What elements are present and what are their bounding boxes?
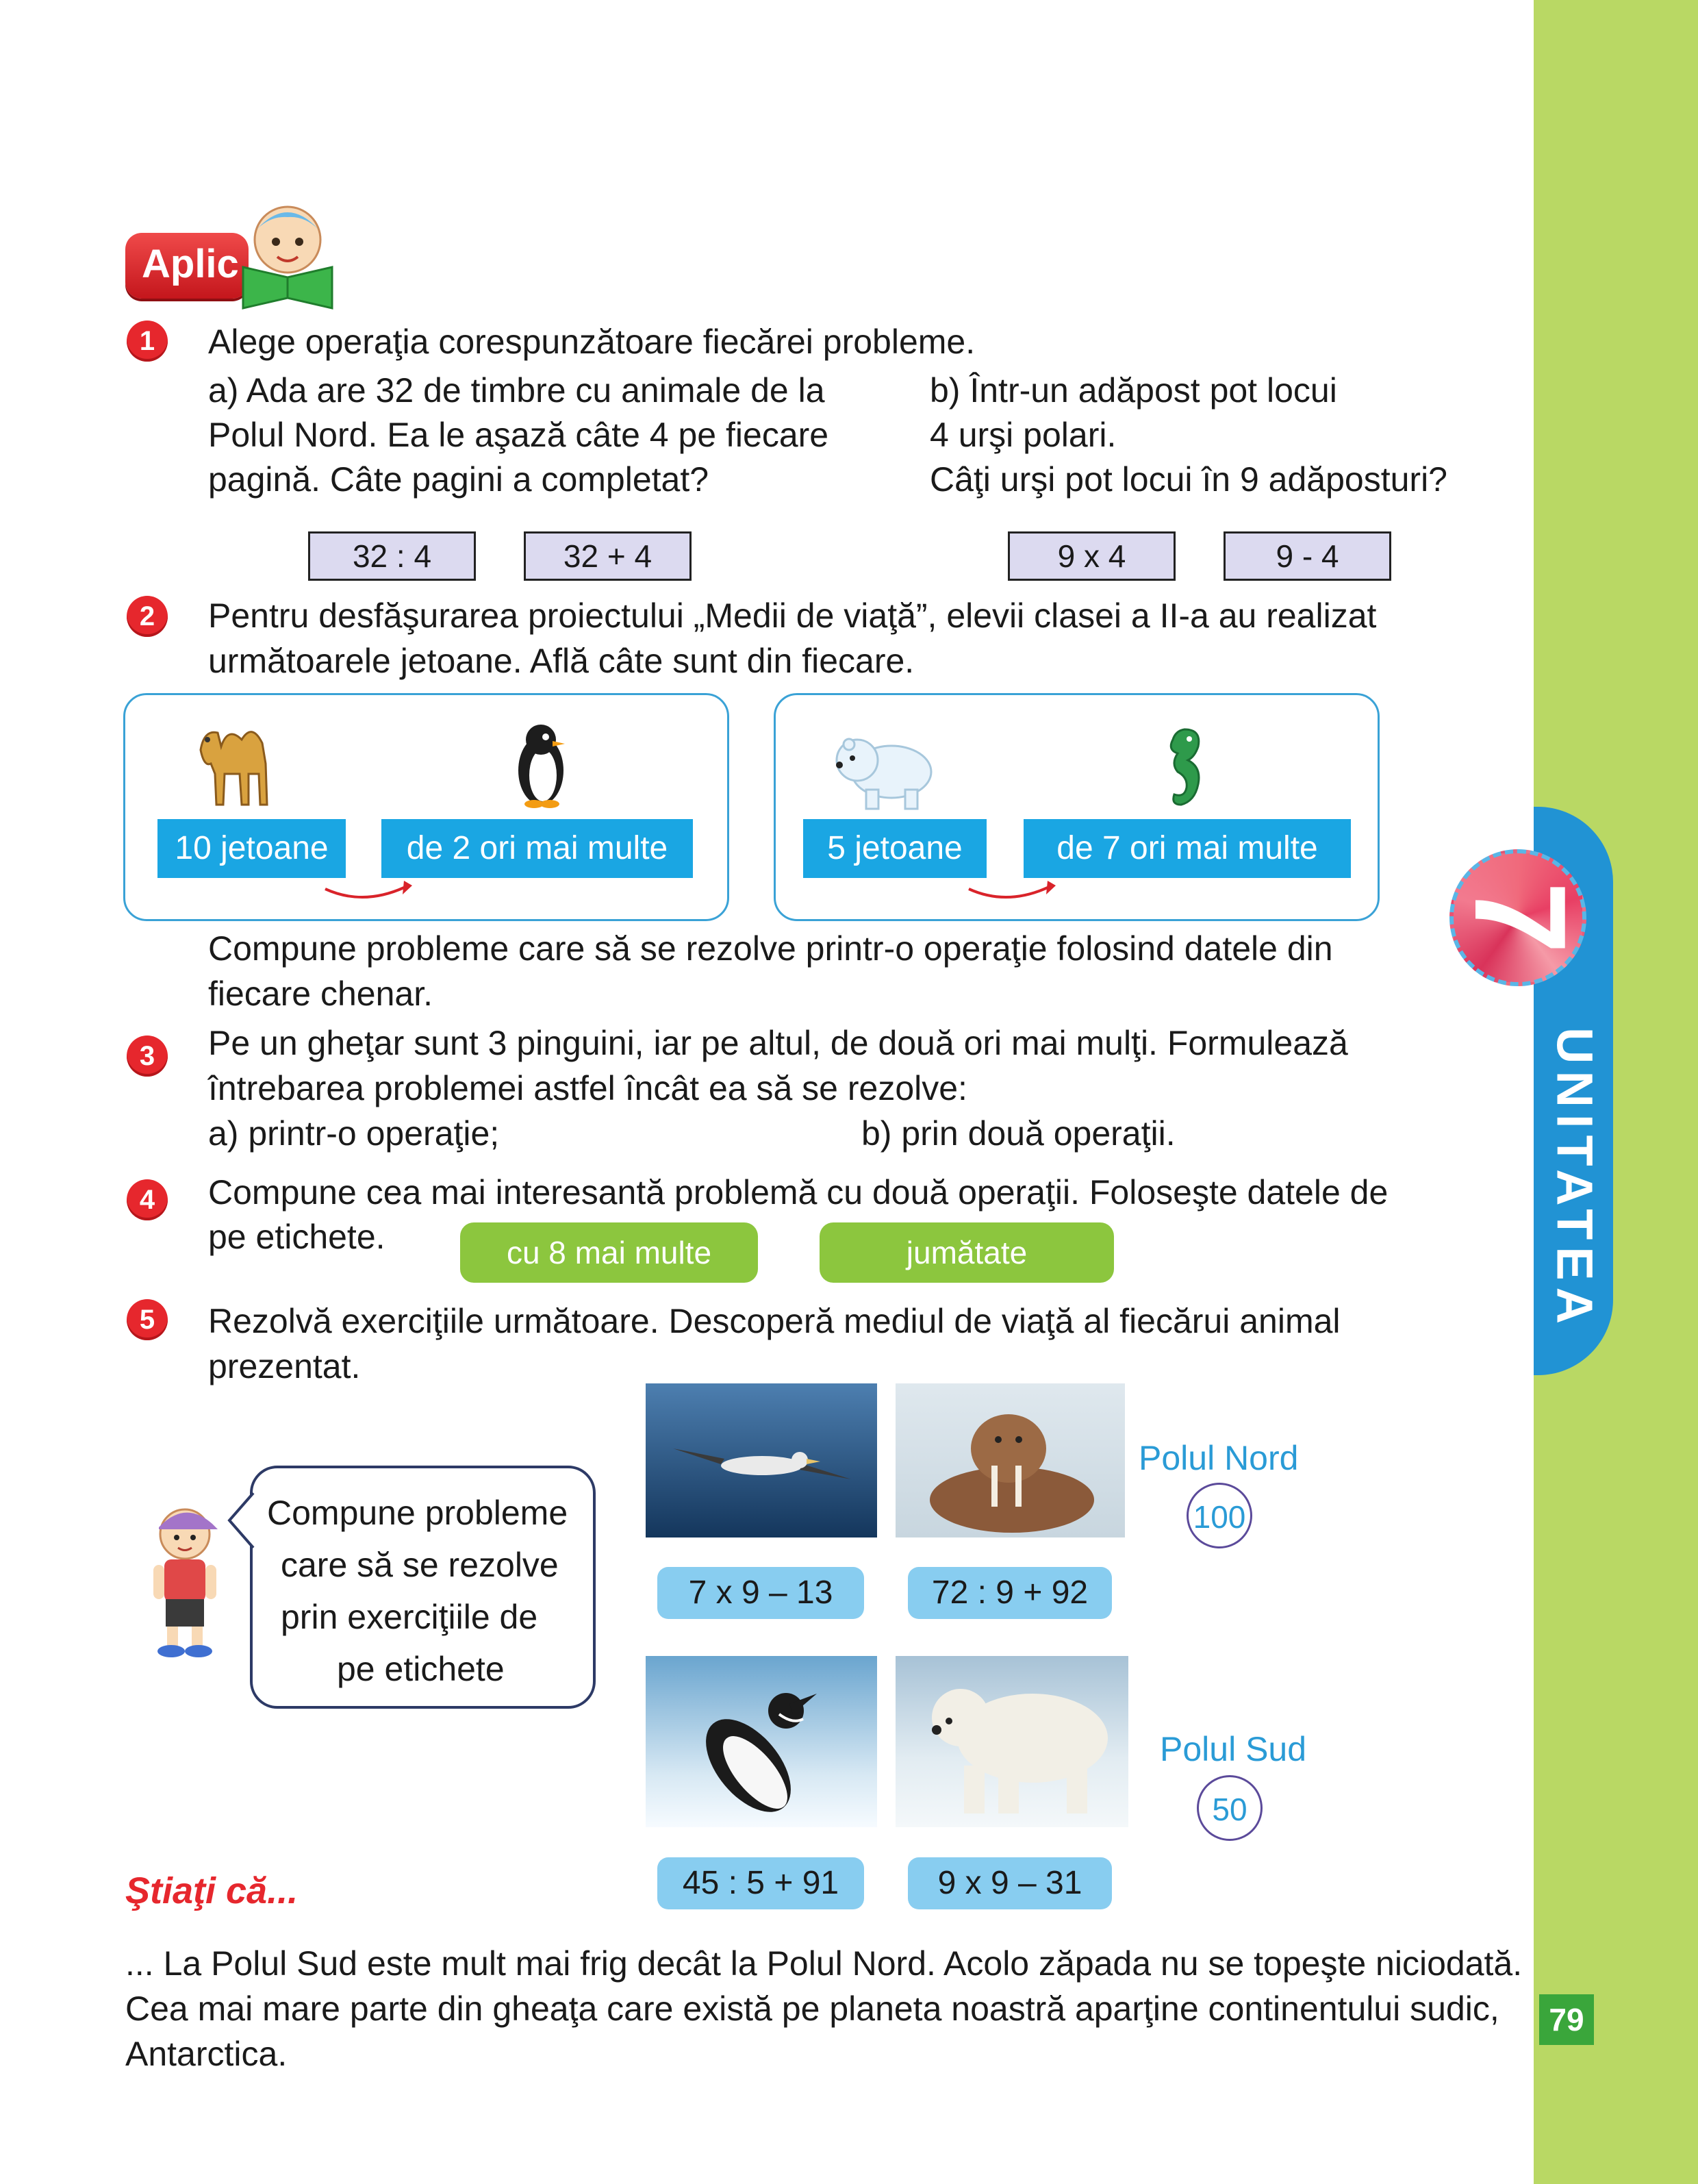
south-pole-label: Polul Sud [1160, 1730, 1307, 1768]
bubble-line-3: prin exerciţiile de [281, 1598, 538, 1636]
ex1-b-line-1: b) Într-un adăpost pot locui [930, 371, 1337, 410]
exercise-4-badge: 4 [127, 1179, 168, 1220]
seahorse-icon [1161, 723, 1208, 815]
penguin-icon [510, 719, 572, 808]
camel-icon [190, 709, 283, 812]
ex5-line-2: prezentat. [208, 1347, 361, 1385]
ex4-line-1: Compune cea mai interesantă problemă cu două operaţii. Foloseşte datele de [208, 1173, 1389, 1212]
ex3-line-2: întrebarea problemei astfel încât ea să se rezolve: [208, 1069, 967, 1107]
stiati-ca-title: Ştiaţi că... [125, 1870, 299, 1911]
ex2-after-line-2: fiecare chenar. [208, 975, 433, 1013]
page-number: 79 [1539, 1994, 1594, 2045]
stiati-line-1: ... La Polul Sud este mult mai frig decât la Polul Nord. Acolo zăpada nu se topeşte niciodată. [125, 1944, 1523, 1983]
ex2-line-1: Pentru desfăşurarea proiectului „Medii de viaţă”, elevii clasei a II-a au realizat [208, 597, 1377, 635]
ex4-line-2: pe etichete. [208, 1218, 385, 1256]
bubble-line-4: pe etichete [337, 1650, 505, 1688]
polar-bear-photo [896, 1656, 1128, 1827]
ex3-option-b: b) prin două operaţii. [861, 1114, 1176, 1153]
ex1-b-line-2: 4 urşi polari. [930, 416, 1117, 454]
stiati-line-2: Cea mai mare parte din gheaţa care există pe planeta noastră aparţine continentului sudic, [125, 1990, 1499, 2028]
token-label-left-1: 10 jetoane [157, 819, 346, 878]
ex2-line-2: următoarele jetoane. Află câte sunt din fiecare. [208, 642, 915, 680]
unit-word-text: UNITATEA [1546, 1027, 1604, 1331]
south-pole-value: 50 [1197, 1775, 1263, 1841]
penguin-photo [646, 1656, 877, 1827]
walrus-photo [896, 1383, 1125, 1537]
speech-bubble-tail [226, 1490, 257, 1551]
token-label-left-2: 5 jetoane [803, 819, 987, 878]
token-label-right-1: de 2 ori mai multe [381, 819, 693, 878]
exercise-5-badge: 5 [127, 1299, 168, 1340]
unit-word [1544, 1027, 1606, 1331]
exercise-1-badge: 1 [127, 321, 168, 362]
ex3-option-a: a) printr-o operaţie; [208, 1114, 500, 1153]
aplic-banner: Aplic [125, 233, 249, 299]
data-label[interactable]: jumătate [820, 1222, 1114, 1283]
north-pole-label: Polul Nord [1139, 1439, 1299, 1477]
ex1-a-line-1: a) Ada are 32 de timbre cu animale de la [208, 371, 825, 410]
stiati-line-3: Antarctica. [125, 2035, 288, 2073]
ex1-a-line-2: Polul Nord. Ea le aşază câte 4 pe fiecare [208, 416, 829, 454]
exercise-2-badge: 2 [127, 596, 168, 637]
ex3-line-1: Pe un gheţar sunt 3 pinguini, iar pe altul, de două ori mai mulţi. Formulează [208, 1024, 1348, 1062]
exercise-label[interactable]: 7 x 9 – 13 [657, 1567, 864, 1619]
child-character-icon [144, 1496, 226, 1661]
unit-number: 7 [1447, 881, 1593, 954]
ex2-after-line-1: Compune probleme care să se rezolve printr-o operaţie folosind datele din [208, 929, 1333, 968]
red-arrow-icon [322, 875, 418, 906]
operation-box[interactable]: 9 x 4 [1008, 531, 1176, 581]
operation-box[interactable]: 32 : 4 [308, 531, 476, 581]
bubble-line-1: Compune probleme [267, 1494, 568, 1532]
ex1-a-line-3: pagină. Câte pagini a completat? [208, 460, 709, 499]
data-label[interactable]: cu 8 mai multe [460, 1222, 758, 1283]
exercise-label[interactable]: 9 x 9 – 31 [908, 1857, 1112, 1909]
reading-child-icon [236, 202, 342, 312]
red-arrow-icon [965, 875, 1061, 906]
polar-bear-icon [828, 729, 938, 812]
exercise-3-badge: 3 [127, 1035, 168, 1077]
albatross-photo [646, 1383, 877, 1537]
bubble-line-2: care să se rezolve [281, 1546, 559, 1584]
exercise-label[interactable]: 45 : 5 + 91 [657, 1857, 864, 1909]
ex5-line-1: Rezolvă exerciţiile următoare. Descoperă mediul de viaţă al fiecărui animal [208, 1302, 1341, 1340]
ex1-b-line-3: Câţi urşi pot locui în 9 adăposturi? [930, 460, 1447, 499]
operation-box[interactable]: 32 + 4 [524, 531, 692, 581]
ex1-prompt: Alege operaţia corespunzătoare fiecărei probleme. [208, 323, 976, 361]
exercise-label[interactable]: 72 : 9 + 92 [908, 1567, 1112, 1619]
token-label-right-2: de 7 ori mai multe [1024, 819, 1351, 878]
north-pole-value: 100 [1187, 1483, 1252, 1548]
operation-box[interactable]: 9 - 4 [1224, 531, 1391, 581]
